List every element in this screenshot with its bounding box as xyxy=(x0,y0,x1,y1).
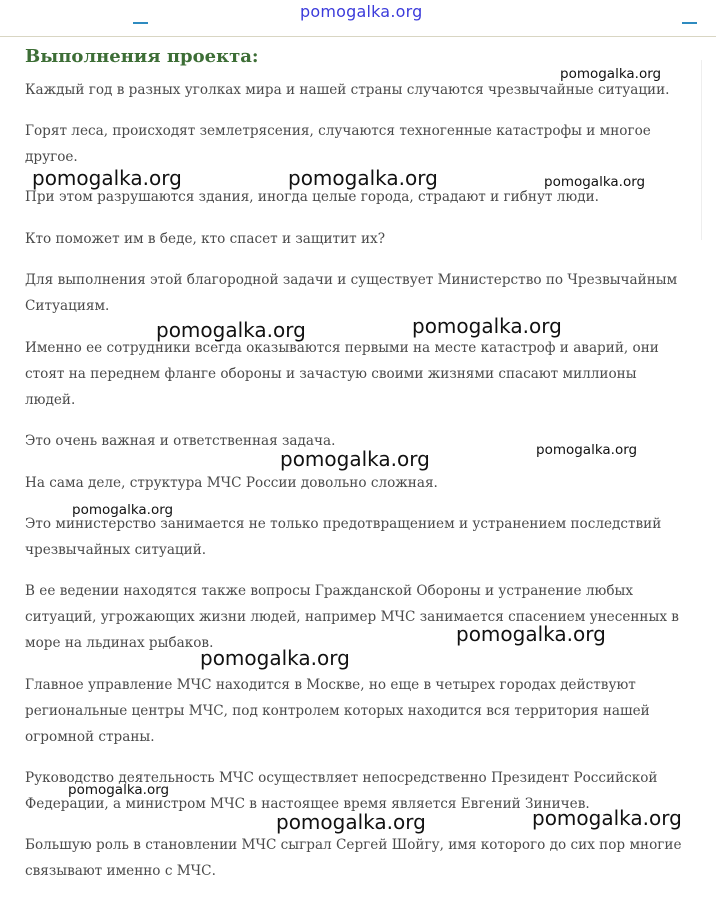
watermark: pomogalka.org xyxy=(280,447,430,471)
paragraph: При этом разрушаются здания, иногда целые города, страдают и гибнут люди. xyxy=(25,189,600,205)
paragraph: В ее ведении находятся также вопросы Гражданской Обороны и устранение любых ситуаций, угрожающих жизни людей, например МЧС занимается спасением унесенных в море на льдинах рыбаков. xyxy=(25,583,679,651)
paragraph: Это очень важная и ответственная задача. xyxy=(25,433,336,449)
top-bar xyxy=(0,0,716,36)
watermark: pomogalka.org xyxy=(68,782,170,798)
nav-mark-left xyxy=(133,22,148,24)
paragraph: Кто поможет им в беде, кто спасет и защитит их? xyxy=(25,231,385,247)
watermark: pomogalka.org xyxy=(536,442,638,458)
watermark: pomogalka.org xyxy=(72,502,174,518)
paragraph: Главное управление МЧС находится в Москве, но еще в четырех городах действуют региональные центры МЧС, под контролем которых находится вся территория нашей огромной страны. xyxy=(25,677,650,745)
header-divider xyxy=(0,36,716,37)
watermark: pomogalka.org xyxy=(456,622,606,646)
nav-mark-right xyxy=(682,22,697,24)
watermark: pomogalka.org xyxy=(544,174,646,190)
watermark: pomogalka.org xyxy=(156,318,306,342)
paragraph: Для выполнения этой благородной задачи и существует Министерство по Чрезвычайным Ситуациям. xyxy=(25,272,678,314)
watermark: pomogalka.org xyxy=(276,810,426,834)
watermark: pomogalka.org xyxy=(560,66,662,82)
paragraph: Именно ее сотрудники всегда оказываются первыми на месте катастроф и аварий, они стоят на переднем фланге обороны и зачастую своими жизнями спасают миллионы людей. xyxy=(25,340,659,408)
paragraph: На сама деле, структура МЧС России довольно сложная. xyxy=(25,475,438,491)
paragraph: Это министерство занимается не только предотвращением и устранением последствий чрезвычайных ситуаций. xyxy=(25,516,662,558)
watermark: pomogalka.org xyxy=(532,806,682,830)
site-name[interactable]: pomogalka.org xyxy=(300,2,423,21)
section-title: Выполнения проекта: xyxy=(25,46,259,67)
paragraph: Руководство деятельность МЧС осуществляет непосредственно Президент Российской Федерации, а министром МЧС в настоящее время является Евгений Зиничев. xyxy=(25,770,658,812)
side-panel-edge xyxy=(701,60,716,240)
watermark: pomogalka.org xyxy=(32,166,182,190)
watermark: pomogalka.org xyxy=(200,646,350,670)
watermark: pomogalka.org xyxy=(412,314,562,338)
paragraph: Горят леса, происходят землетрясения, случаются техногенные катастрофы и многое другое. xyxy=(25,123,651,165)
paragraph: Каждый год в разных уголках мира и нашей страны случаются чрезвычайные ситуации. xyxy=(25,82,670,98)
paragraph: Большую роль в становлении МЧС сыграл Сергей Шойгу, имя которого до сих пор многие связывают именно с МЧС. xyxy=(25,837,682,879)
watermark: pomogalka.org xyxy=(288,166,438,190)
